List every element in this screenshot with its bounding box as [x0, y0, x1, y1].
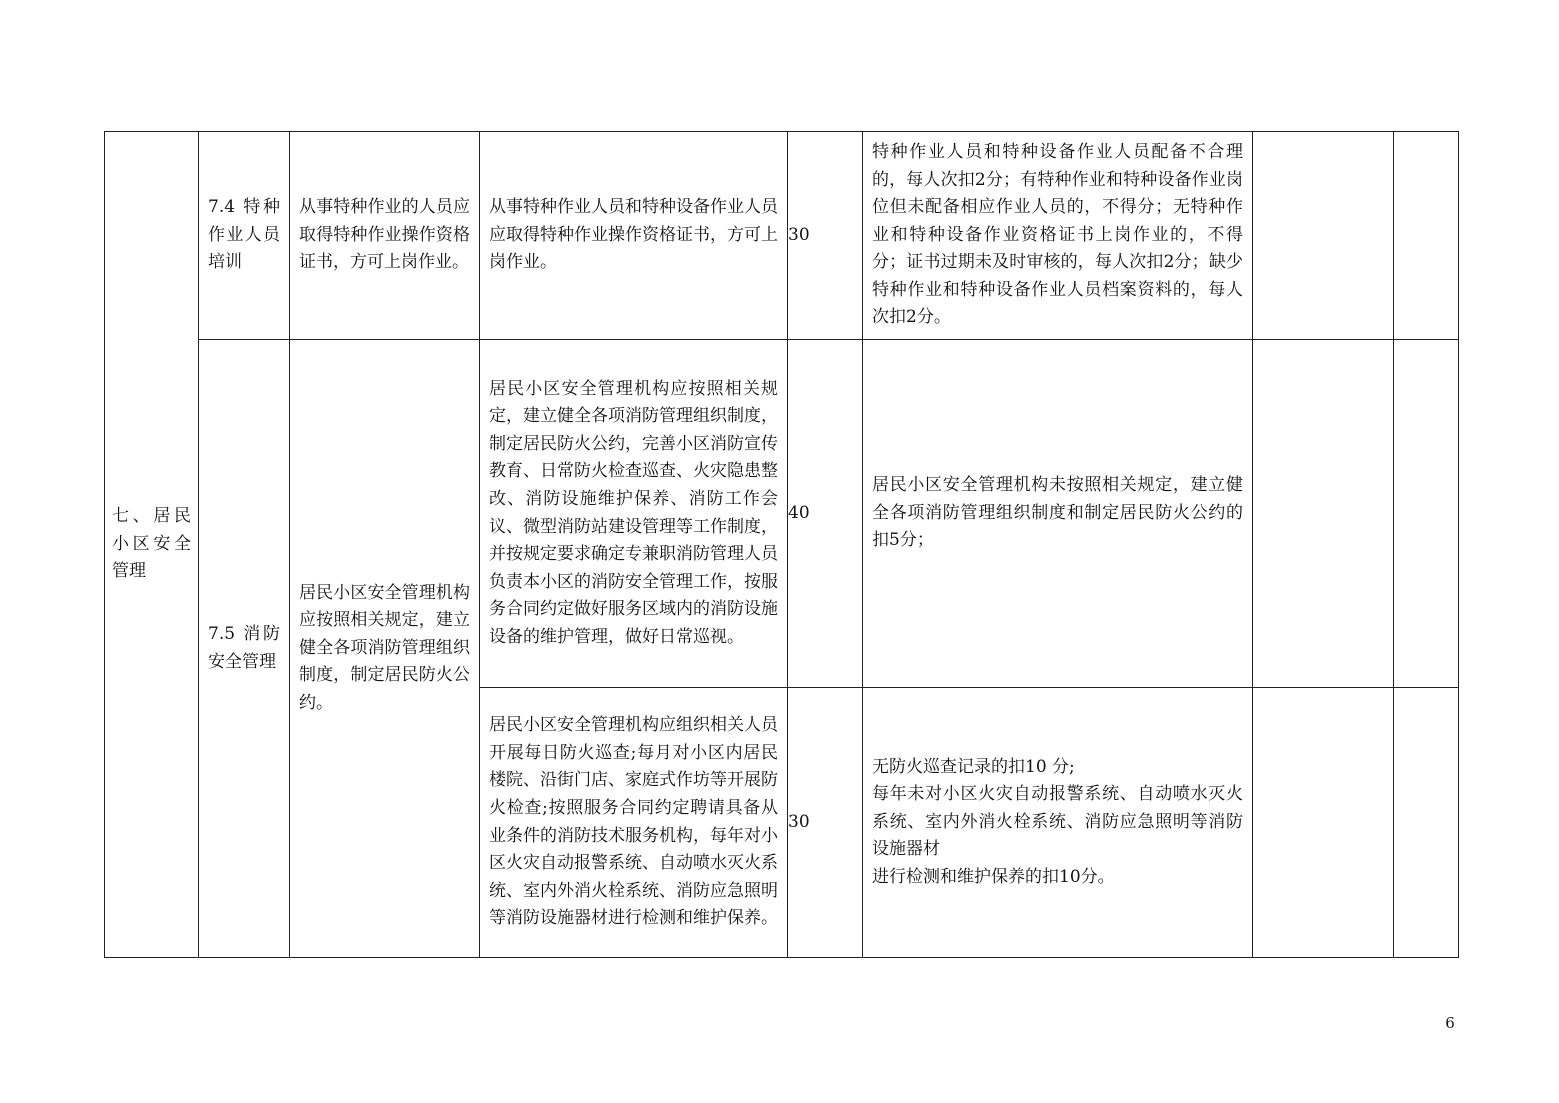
score-cell: [788, 340, 863, 688]
content-text: 从事特种作业人员和特种设备作业人员应取得特种作业操作资格证书，方可上岗作业。: [489, 197, 778, 273]
criteria-cell: [863, 340, 1253, 688]
item-cell: [199, 132, 290, 340]
score-cell: [788, 132, 863, 340]
score-cell: [788, 688, 863, 958]
content-cell: [480, 340, 788, 688]
criteria-text: 居民小区安全管理机构未按照相关规定，建立健全各项消防管理组织制度和制定居民防火公约的扣5分；: [872, 475, 1243, 551]
criteria-cell: [863, 132, 1253, 340]
score-value: 30: [788, 224, 810, 245]
table-row: [105, 340, 1459, 688]
requirement-text: 居民小区安全管理机构应按照相关规定，建立健全各项消防管理组织制度，制定居民防火公约。: [299, 582, 470, 713]
blank-cell: [1394, 340, 1459, 688]
score-value: 40: [788, 502, 810, 523]
content-text: 居民小区安全管理机构应按照相关规定，建立健全各项消防管理组织制度，制定居民防火公约，完善小区消防宣传教育、日常防火检查巡查、火灾隐患整改、消防设施维护保养、消防工作会议、微型消防站建设管理等工作制度，并按规定要求确定专兼职消防管理人员负责本小区的消防安全管理工作，按服务合同约定做好服务区域内的消防设施设备的维护管理，做好日常巡视。: [489, 378, 778, 647]
item-label: 7.5 消防安全管理: [208, 623, 280, 672]
content-cell: [480, 132, 788, 340]
blank-cell: [1253, 688, 1394, 958]
assessment-table: [104, 131, 1459, 958]
page-number: 6: [1445, 1014, 1455, 1032]
requirement-text: 从事特种作业的人员应取得特种作业操作资格证书，方可上岗作业。: [299, 197, 470, 273]
score-value: 30: [788, 811, 810, 832]
content-cell: [480, 688, 788, 958]
criteria-line: 每年未对小区火灾自动报警系统、自动喷水灭火系统、室内外消火栓系统、消防应急照明等消防设施器材: [872, 784, 1243, 860]
blank-cell: [1394, 132, 1459, 340]
section-label: 七、居民小区安全管理: [112, 506, 191, 582]
requirement-cell: [290, 340, 480, 958]
table-row: [105, 132, 1459, 340]
item-label: 7.4 特种作业人员培训: [208, 197, 280, 273]
criteria-text: 特种作业人员和特种设备作业人员配备不合理的，每人次扣2分；有特种作业和特种设备作业岗位但未配备相应作业人员的，不得分；无特种作业和特种设备作业资格证书上岗作业的，不得分；证书过期未及时审核的，每人次扣2分；缺少特种作业和特种设备作业人员档案资料的，每人次扣2分。: [872, 141, 1243, 328]
blank-cell: [1253, 340, 1394, 688]
criteria-line: 无防火巡查记录的扣10 分;: [872, 756, 1075, 777]
section-cell: [105, 132, 199, 958]
content-text: 居民小区安全管理机构应组织相关人员开展每日防火巡查;每月对小区内居民楼院、沿街门店、家庭式作坊等开展防火检查;按照服务合同约定聘请具备从业条件的消防技术服务机构，每年对小区火灾自动报警系统、自动喷水灭火系统、室内外消火栓系统、消防应急照明等消防设施器材进行检测和维护保养。: [489, 715, 778, 929]
item-cell: [199, 340, 290, 958]
criteria-cell: [863, 688, 1253, 958]
criteria-line: 进行检测和维护保养的扣10分。: [872, 866, 1115, 887]
blank-cell: [1253, 132, 1394, 340]
requirement-cell: [290, 132, 480, 340]
blank-cell: [1394, 688, 1459, 958]
